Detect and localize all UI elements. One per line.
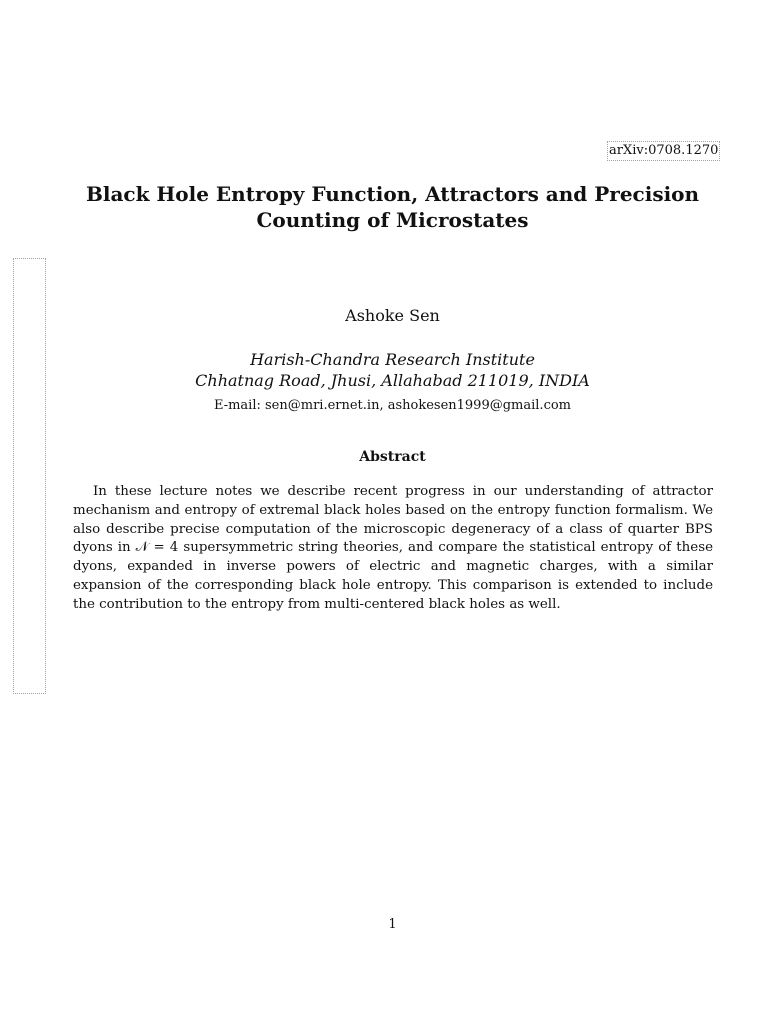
paper-title: Black Hole Entropy Function, Attractors and Precision Counting of Microstates [85,182,700,232]
author-name: Ashoke Sen [345,306,440,325]
page-number: 1 [388,917,397,932]
author-email: E-mail: sen@mri.ernet.in, ashokesen1999@gmail.com [213,398,572,413]
abstract-text: In these lecture notes we describe recent progress in our understanding of attractor mechanism and entropy of extremal black holes based on the entropy function formalism. We also describe precise computation of the microscopic degeneracy of a class of quarter BPS dyons in 𝒩 = 4 supersymmetric string theories, and compare the statistical entropy of these dyons, expanded in inverse powers of electric and magnetic charges, with a similar expansion of the corresponding black hole entropy. This comparison is extended to include the contribution to the entropy from multi-centered black holes as well. [73,484,713,612]
affiliation-line-2: Chhatnag Road, Jhusi, Allahabad 211019, INDIA [195,371,590,390]
affiliation-line-1: Harish-Chandra Research Institute [250,350,535,369]
margin-link-box[interactable] [13,258,46,694]
abstract-heading: Abstract [359,449,426,465]
arxiv-id-link[interactable]: arXiv:0708.1270 [609,143,719,158]
